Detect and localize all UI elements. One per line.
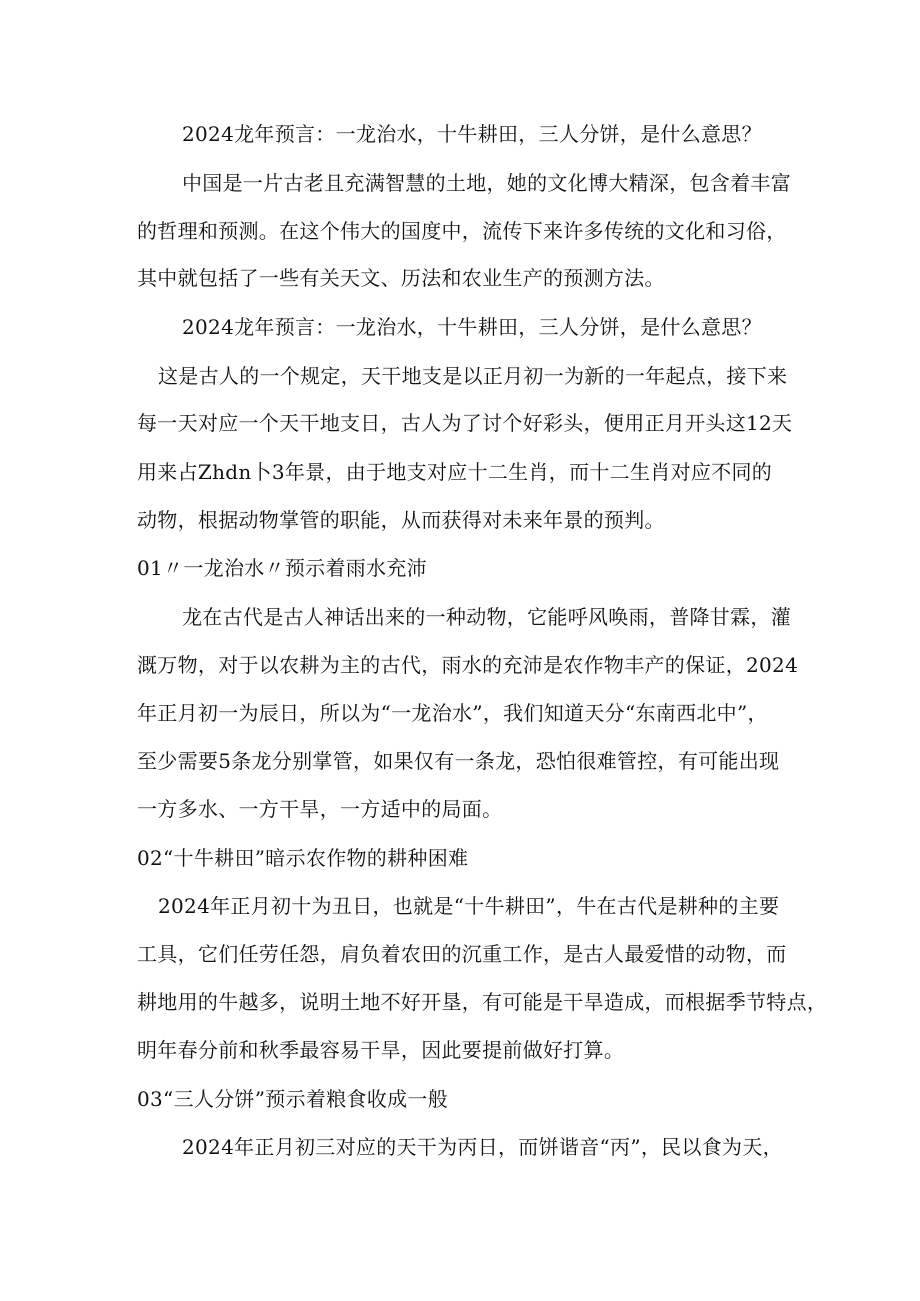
explanation-line-4: 动物，根据动物掌管的职能，从而获得对未来年景的预判。 bbox=[137, 508, 665, 532]
intro-line-1: 中国是一片古老且充满智慧的土地，她的文化博大精深，包含着丰富 bbox=[182, 171, 791, 195]
section-3-heading: 03“三人分饼”预示着粮食收成一般 bbox=[137, 1087, 448, 1111]
section-1-line-1: 龙在古代是古人神话出来的一种动物，它能呼风唤雨，普降甘霖，灌 bbox=[182, 605, 791, 629]
explanation-line-3: 用来占Zhdn卜3年景，由于地支对应十二生肖，而十二生肖对应不同的 bbox=[137, 460, 773, 484]
section-1-line-3: 年正月初一为辰日，所以为“一龙治水”，我们知道天分“东南西北中”， bbox=[137, 701, 768, 725]
section-2-line-3: 耕地用的牛越多，说明土地不好开垦，有可能是干旱造成，而根据季节特点， bbox=[137, 990, 828, 1014]
section-2-line-1: 2024年正月初十为丑日，也就是“十牛耕田”，牛在古代是耕种的主要 bbox=[158, 894, 780, 918]
section-2-line-2: 工具，它们任劳任怨，肩负着农田的沉重工作，是古人最爱惜的动物，而 bbox=[137, 942, 787, 966]
intro-line-3: 其中就包括了一些有关天文、历法和农业生产的预测方法。 bbox=[137, 266, 665, 290]
section-3-line-1: 2024年正月初三对应的天干为丙日，而饼谐音“丙”，民以食为天， bbox=[182, 1135, 783, 1159]
section-1-line-4: 至少需要5条龙分别掌管，如果仅有一条龙，恐怕很难管控，有可能出现 bbox=[137, 749, 780, 773]
repeat-title: 2024龙年预言：一龙治水，十牛耕田，三人分饼，是什么意思？ bbox=[182, 315, 762, 339]
section-1-line-5: 一方多水、一方干旱，一方适中的局面。 bbox=[137, 797, 503, 821]
section-2-line-4: 明年春分前和秋季最容易干旱，因此要提前做好打算。 bbox=[137, 1038, 625, 1062]
document-title: 2024龙年预言：一龙治水，十牛耕田，三人分饼，是什么意思？ bbox=[182, 122, 762, 146]
section-1-line-2: 溉万物，对于以农耕为主的古代，雨水的充沛是农作物丰产的保证，2024 bbox=[137, 653, 799, 677]
section-2-heading: 02“十牛耕田”暗示农作物的耕种困难 bbox=[137, 846, 469, 870]
intro-line-2: 的哲理和预测。在这个伟大的国度中，流传下来许多传统的文化和习俗， bbox=[137, 219, 787, 243]
explanation-line-1: 这是古人的一个规定，天干地支是以正月初一为新的一年起点，接下来 bbox=[158, 364, 788, 388]
section-1-heading: 01〃一龙治水〃预示着雨水充沛 bbox=[137, 556, 427, 580]
explanation-line-2: 每一天对应一个天干地支日，古人为了讨个好彩头，便用正月开头这12天 bbox=[137, 411, 793, 435]
